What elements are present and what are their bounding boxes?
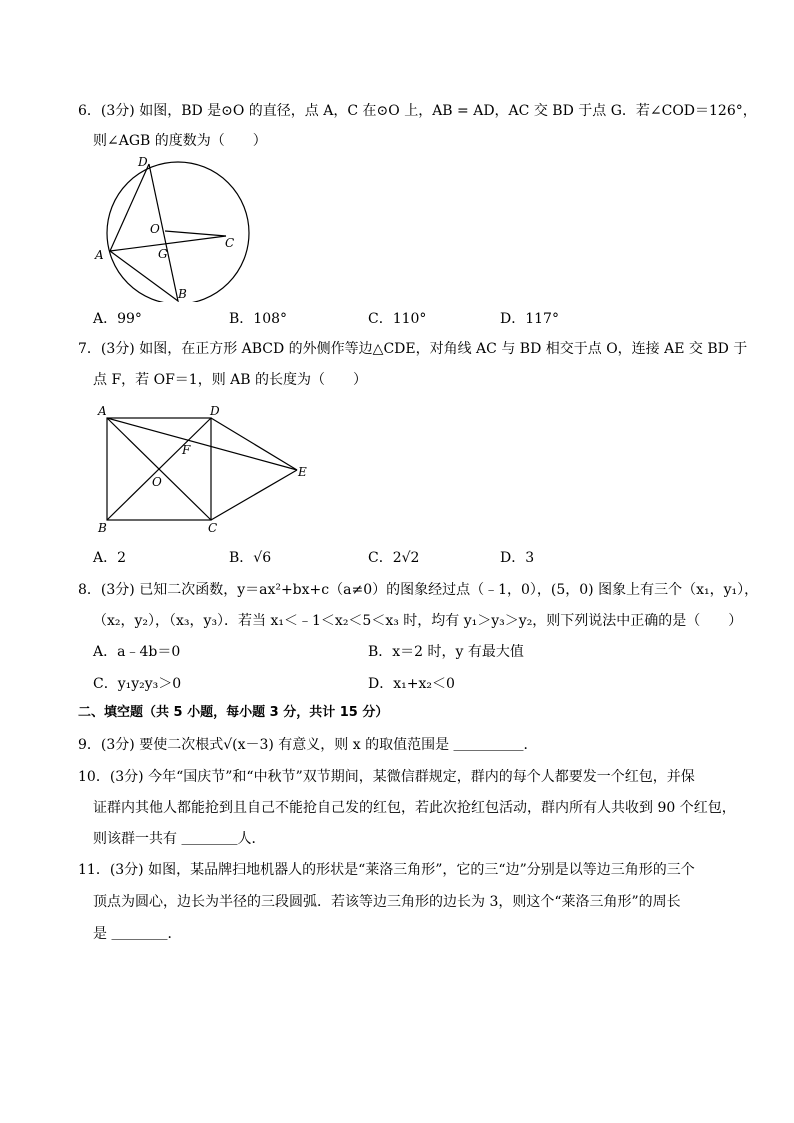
q6-option-d[interactable]: D．117° (500, 311, 559, 327)
q7-label-d: D (210, 404, 220, 418)
q8-option-c[interactable]: C．y₁y₂y₃＞0 (93, 676, 182, 692)
q6-label-a: A (95, 248, 104, 262)
q7-label-f: F (182, 443, 191, 457)
q6-label-d: D (138, 155, 148, 169)
q8-option-d[interactable]: D．x₁+x₂＜0 (368, 676, 455, 692)
q6-label-g: G (158, 247, 168, 261)
q7-option-d[interactable]: D．3 (500, 550, 535, 566)
q7-option-b[interactable]: B．√6 (229, 550, 272, 566)
q11-line1: 11．(3分) 如图，某品牌扫地机器人的形状是“莱洛三角形”，它的三“边”分别是以等边三角形的三个 (78, 862, 695, 878)
q8-line1: 8．(3分) 已知二次函数，y＝ax²+bx+c（a≠0）的图象经过点（﹣1，0），(5，0) 图象上有三个（x₁，y₁）， (78, 582, 759, 598)
q7-label-a: A (98, 404, 107, 418)
q11-line2: 顶点为圆心，边长为半径的三段圆弧．若该等边三角形的边长为 3，则这个“莱洛三角形”的周长 (93, 894, 681, 910)
q10-line2: 证群内其他人都能抢到且自己不能抢自己发的红包，若此次抢红包活动，群内所有人共收到 90 个红包， (93, 800, 736, 816)
q6-option-a[interactable]: A．99° (93, 311, 142, 327)
q6-label-o: O (150, 222, 160, 236)
section-heading-fill-blank: 二、填空题（共 5 小题，每小题 3 分，共计 15 分） (78, 705, 389, 720)
q11-line3: 是 ＿＿＿＿． (93, 926, 182, 942)
q6-label-b: B (178, 287, 187, 301)
q8-option-a[interactable]: A．a﹣4b＝0 (93, 644, 181, 660)
q7-label-o: O (152, 475, 162, 489)
q6-line2: 则∠AGB 的度数为（ ） (93, 133, 267, 149)
q6-circle-figure (90, 150, 250, 302)
q6-label-c: C (225, 236, 235, 250)
q8-line2: （x₂，y₂），（x₃，y₃）．若当 x₁＜﹣1＜x₂＜5＜x₃ 时，均有 y₁＞y₃＞y₂，则下列说法中正确的是（ ） (93, 613, 743, 629)
q6-option-c[interactable]: C．110° (368, 311, 427, 327)
q7-option-a[interactable]: A．2 (93, 550, 127, 566)
q7-label-b: B (98, 521, 107, 535)
q6-line1: 6．(3分) 如图，BD 是⊙O 的直径，点 A，C 在⊙O 上，AB = AD，AC 交 BD 于点 G．若∠COD＝126°， (78, 103, 757, 119)
q8-option-b[interactable]: B．x＝2 时，y 有最大值 (368, 644, 524, 660)
q7-square-figure (92, 400, 322, 538)
q9-line1: 9．(3分) 要使二次根式√(x－3) 有意义，则 x 的取值范围是 ＿＿＿＿＿． (78, 737, 538, 753)
q7-line2: 点 F，若 OF＝1，则 AB 的长度为（ ） (93, 372, 368, 388)
q7-line1: 7．(3分) 如图，在正方形 ABCD 的外侧作等边△CDE，对角线 AC 与 BD 相交于点 O，连接 AE 交 BD 于 (78, 341, 748, 357)
q10-line1: 10．(3分) 今年“国庆节”和“中秋节”双节期间，某微信群规定，群内的每个人都要发一个红包，并保 (78, 769, 695, 785)
q6-option-b[interactable]: B．108° (229, 311, 288, 327)
q10-line3: 则该群一共有 ＿＿＿＿人． (93, 831, 266, 847)
q7-option-c[interactable]: C．2√2 (368, 550, 420, 566)
q7-label-e: E (298, 465, 307, 479)
q7-label-c: C (208, 521, 218, 535)
